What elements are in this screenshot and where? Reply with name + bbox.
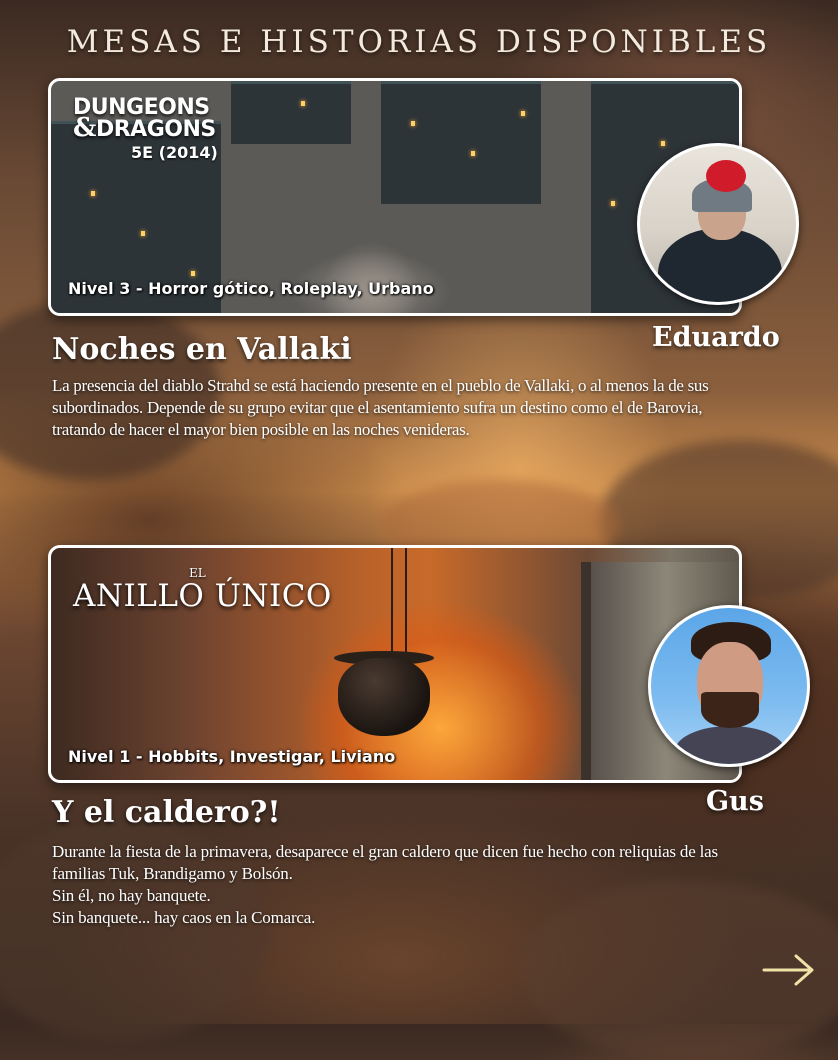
avatar-torso	[675, 726, 785, 767]
page-title: MESAS E HISTORIAS DISPONIBLES	[66, 24, 772, 60]
logo-small-text: EL	[189, 566, 206, 580]
window-light	[611, 201, 615, 206]
window-light	[411, 121, 415, 126]
arrow-right-icon[interactable]	[760, 950, 818, 990]
gm-name: Gus	[706, 786, 764, 817]
gm-name: Eduardo	[652, 322, 780, 353]
logo-line-2	[73, 113, 216, 143]
adventure-description: La presencia del diablo Strahd se está haciendo presente en el pueblo de Vallaki, o al menos la de sus subordinados. Depende de su grupo evitar que el asentamiento sufra un destino como el de Barovia, tratando de hacer el mayor bien posible en las noches venideras.	[52, 376, 709, 439]
table-card-anillo-unico[interactable]	[48, 545, 742, 783]
building-illustration	[381, 81, 541, 204]
adventure-title: Noches en Vallaki	[52, 332, 352, 367]
gm-avatar-eduardo[interactable]	[637, 143, 799, 305]
table-tags: Nivel 1 - Hobbits, Investigar, Liviano	[68, 747, 396, 766]
adventure-title: Y el caldero?!	[52, 795, 281, 830]
adventure-description	[52, 841, 742, 929]
logo-line-2-text: DRAGONS	[95, 117, 216, 142]
logo-ampersand: &	[73, 113, 96, 143]
edition-label: 5E (2014)	[131, 143, 218, 162]
window-light	[521, 111, 525, 116]
anillo-unico-logo: ANILLO ÚNICO	[73, 578, 332, 614]
description-line: Durante la fiesta de la primavera, desaparece el gran caldero que dicen fue hecho con reliquias de las familias Tuk, Brandigamo y Bolsón.	[52, 842, 718, 883]
building-illustration	[231, 81, 351, 144]
table-tags: Nivel 3 - Horror gótico, Roleplay, Urbano	[68, 279, 434, 298]
window-light	[91, 191, 95, 196]
window-light	[301, 101, 305, 106]
window-light	[141, 231, 145, 236]
dnd-logo	[73, 95, 216, 143]
description-line: Sin él, no hay banquete.	[52, 886, 211, 905]
table-card-dnd[interactable]	[48, 78, 742, 316]
window-light	[471, 151, 475, 156]
gm-avatar-gus[interactable]	[648, 605, 810, 767]
avatar-beard	[701, 692, 759, 728]
cauldron-chain	[391, 548, 407, 653]
description-line: Sin banquete... hay caos en la Comarca.	[52, 908, 316, 927]
cauldron-illustration	[338, 658, 430, 736]
window-light	[191, 271, 195, 276]
avatar-pompom	[706, 160, 746, 192]
window-light	[661, 141, 665, 146]
logo-line-1: DUNGEONS	[73, 95, 210, 120]
